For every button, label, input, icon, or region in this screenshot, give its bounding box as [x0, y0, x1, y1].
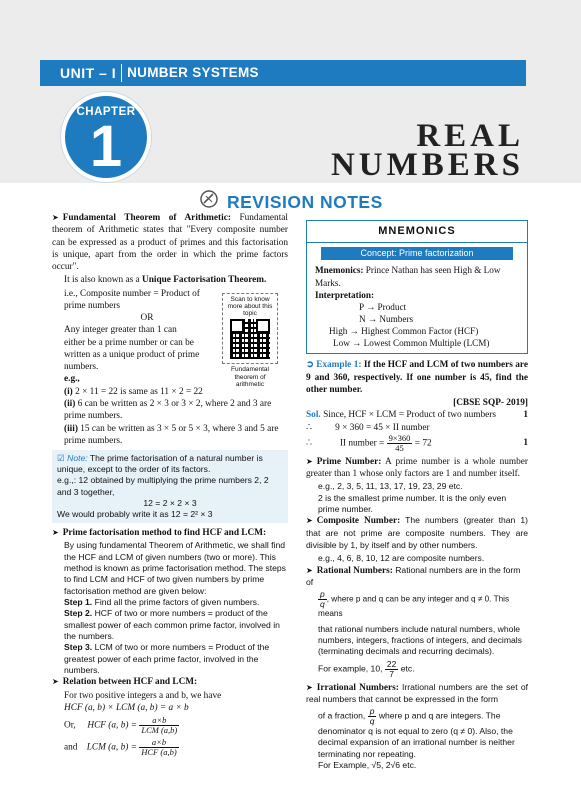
step3-label: Step 3.: [64, 642, 93, 653]
chapter-badge: [61, 92, 151, 182]
step1-label: Step 1.: [64, 597, 93, 608]
pn-text: A prime number is a whole number greater than 1 whose only factors are 1 and number itself.: [306, 456, 529, 480]
cn-title: Composite Number:: [316, 516, 401, 527]
rn-fraction: [318, 590, 327, 609]
lcm-den: HCF (a,b): [141, 747, 177, 758]
ie-line: [52, 288, 230, 374]
irr-num: p: [369, 706, 375, 717]
mnemonic-text: Prince Nathan has seen High & Low Marks.: [315, 265, 501, 288]
mnemonic-label: Mnemonics:: [315, 265, 364, 276]
pn-two: 2 is the smallest prime number. It is the only even prime number.: [318, 492, 507, 515]
example-text: If the HCF and LCM of two numbers are 9 and 360, respectively. If one number is 45, find the other number.: [306, 360, 528, 395]
unit-divider: [121, 64, 122, 82]
sol-line2: [306, 422, 528, 434]
example-iii: [52, 423, 288, 448]
pfm-text: By using fundamental Theorem of Arithmetic, we shall find the HCF and LCM of given numbers (two or more). This method is known as prime factorisation method. The steps to find LCM and HCF of two given numbers by prime factorisation method are given below:: [64, 540, 286, 596]
step2-text: HCF of two or more numbers = product of the smallest power of each common prime factor, involved in the numbers.: [64, 608, 280, 642]
bullet-arrow-icon: ➤: [306, 682, 313, 692]
qr-block: [222, 293, 278, 388]
chapter-title-line2: NUMBERS: [330, 147, 524, 183]
rn-text2: , where p and q can be any integer and q ≠ 0. This means: [318, 594, 510, 618]
right-column: [306, 220, 528, 771]
rational-para: [306, 565, 528, 590]
rn-num: p: [320, 589, 325, 600]
rn-title: Rational Numbers:: [316, 565, 393, 576]
note-label: Note:: [67, 453, 88, 464]
pfm-para: [52, 527, 288, 539]
ex2-text: 6 can be written as 2 × 3 or 3 × 2, where 2 and 3 are prime numbers.: [64, 398, 272, 422]
hcf-den: LCM (a,b): [141, 725, 178, 736]
checkbox-icon: ☑: [57, 453, 65, 464]
ie-line2: prime numbers: [64, 300, 121, 311]
chapter-number: 1: [89, 114, 123, 180]
example-label: Example 1:: [316, 360, 362, 371]
note-text: The prime factorisation of a natural number is unique, except to the order of its factors.: [57, 453, 263, 475]
mnemonics-body: [307, 264, 527, 353]
rn-text3: that rational numbers include natural numbers, whole numbers, integers, fractions of integers, and decimals (terminating decimals and recurring decimals).: [318, 623, 522, 657]
relation-para: [52, 676, 288, 688]
irr-text2: denominator q is not equal to zero (q ≠ 0). Also, the decimal expansion of an irrational number is neither terminating nor repeating.: [318, 725, 515, 759]
step3-text: LCM of two or more numbers = Product of the greatest power of each prime factor, involved in the numbers.: [64, 642, 270, 676]
rn-text: Rational numbers are in the form of: [306, 564, 521, 587]
sol-text2: 9 × 360 = 45 × II number: [335, 422, 430, 433]
lcm-formula: [52, 738, 288, 757]
ex3-text: 15 can be written as 3 × 5 or 5 × 3, where 3 and 5 are prime numbers.: [64, 423, 279, 446]
any-line4: numbers.: [64, 362, 99, 373]
ex1-text: 2 × 11 = 22 is same as 11 × 2 = 22: [75, 386, 203, 397]
mnemonics-title: MNEMONICS: [307, 221, 527, 243]
rational-example: [306, 660, 528, 679]
hcf-num: a×b: [139, 716, 179, 726]
irr-text: Irrational numbers are the set of real numbers that cannot be expressed in the form: [306, 681, 528, 704]
interp-line3: High → Highest Common Factor (HCF): [329, 326, 479, 337]
lcm-num: a×b: [139, 738, 178, 748]
sol-line1: [306, 409, 528, 421]
irr-example: For Example, √5, 2√6 etc.: [318, 760, 417, 770]
rn-ex-den: 7: [389, 668, 394, 679]
step-3: [52, 642, 288, 676]
ex3-label: (iii): [64, 423, 78, 434]
step-2: [52, 608, 288, 642]
chapter-title-line1: REAL: [416, 118, 524, 154]
cn-eg: e.g., 4, 6, 8, 10, 12 are composite numbers.: [318, 553, 485, 564]
or-label-2: Or,: [64, 720, 76, 731]
relation-title: Relation between HCF and LCM:: [62, 677, 198, 688]
irr-of: of a fraction,: [318, 710, 366, 721]
any-line2: either be a prime number or can be: [64, 337, 194, 348]
note-last: We would probably write it as 12 = 2² × 3: [57, 508, 213, 519]
ex1-label: (i): [64, 386, 73, 397]
sol-num: 9×360: [388, 432, 411, 443]
rn-den: q: [320, 598, 325, 609]
interp-line4: Low → Lowest Common Multiple (LCM): [333, 338, 490, 349]
sol-fraction: [387, 434, 413, 453]
qr-frame: [222, 293, 278, 364]
rn-etc: etc.: [400, 663, 415, 674]
example-1: [306, 359, 528, 396]
mark-1: 1: [523, 410, 528, 421]
example-ii: [52, 398, 288, 423]
bullet-arrow-icon: ➤: [306, 516, 313, 526]
bullet-arrow-icon: ➤: [52, 528, 59, 538]
therefore-sym-2: ∴: [306, 438, 312, 449]
rn-ex-fraction: [385, 660, 398, 679]
ufa-bold: Unique Factorisation Theorem.: [141, 275, 267, 286]
sol-lhs: II number =: [339, 438, 385, 449]
example-source: [CBSE SQP- 2019]: [453, 398, 528, 409]
interp-line1: P → Product: [359, 301, 407, 312]
note-eq: 12 = 2 × 2 × 3: [143, 497, 197, 508]
any-line3: written as a unique product of prime: [64, 349, 200, 360]
and-label: and: [64, 742, 78, 753]
mnemonics-box: [306, 220, 528, 354]
unit-bar: [40, 60, 526, 86]
irr-den: q: [369, 716, 375, 727]
therefore-sym: ∴: [306, 422, 312, 433]
pfm-title: Prime factorisation method to find HCF and LCM:: [62, 528, 267, 539]
sol-text1: Since, HCF × LCM = Product of two numbers: [323, 410, 496, 421]
ie-line1: i.e., Composite number = Product of: [64, 288, 200, 299]
ufa-prefix: It is also known as a: [64, 275, 142, 286]
relation-text: For two positive integers a and b, we have: [64, 690, 222, 701]
bullet-arrow-icon: ➤: [52, 213, 59, 222]
mnemonics-concept: Concept: Prime factorization: [321, 247, 513, 261]
ufa-line: [52, 274, 288, 286]
ftoa-text: Fundamental theorem of Arithmetic states that "Every composite number can be expressed as a product of primes and this factorisation is unique, apart from the order in which the prime factors occur".: [52, 213, 288, 273]
section-heading: [200, 190, 383, 214]
relation-eq: HCF (a, b) × LCM (a, b) = a × b: [64, 703, 189, 713]
rn-example: For example, 10,: [318, 663, 383, 674]
bullet-arrow-icon: ➤: [306, 456, 313, 466]
bullet-arrow-icon: ➤: [306, 565, 313, 575]
lcm-fraction: [139, 738, 178, 757]
rational-form: [306, 590, 528, 620]
sol-rhs: = 72: [414, 438, 432, 449]
step-1: [52, 597, 288, 608]
irr-where: where p and q are integers. The: [378, 710, 501, 721]
step2-label: Step 2.: [64, 608, 93, 619]
qr-caption: Scan to know more about this topic: [227, 296, 273, 318]
hcf-lhs: HCF (a, b) =: [87, 720, 138, 731]
qr-label: Fundamental theorem of arithmetic: [231, 366, 269, 388]
irr-title: Irrational Numbers:: [316, 682, 399, 693]
note-eg: e.g.,: 12 obtained by multiplying the prime numbers 2, 2 and 3 together,: [57, 475, 269, 497]
interp-label: Interpretation:: [315, 289, 375, 300]
irrational-form: [306, 707, 528, 726]
unit-name: NUMBER SYSTEMS: [127, 65, 259, 81]
prime-number-para: [306, 456, 528, 481]
cn-text: The numbers (greater than 1) that are not prime are composite numbers. They are divisible by 1, by itself and by other numbers.: [306, 515, 528, 550]
qr-code-icon[interactable]: [230, 319, 270, 359]
sol-line3: [306, 434, 528, 453]
composite-para: [306, 515, 528, 552]
rn-ex-num: 22: [386, 658, 397, 669]
hcf-fraction: [139, 716, 179, 735]
ftoa-para: [52, 212, 288, 273]
sol-label: Sol.: [306, 410, 321, 421]
or-label: OR: [140, 313, 154, 324]
example-bullet-icon: ➲: [306, 360, 314, 371]
pn-title: Prime Number:: [316, 456, 382, 467]
chapter-label: CHAPTER: [76, 106, 136, 118]
notes-icon: [200, 190, 218, 214]
irrational-para: [306, 682, 528, 707]
lcm-lhs: LCM (a, b) =: [86, 742, 137, 753]
pn-eg: e.g., 2, 3, 5, 11, 13, 17, 19, 23, 29 etc.: [318, 481, 463, 492]
unit-label: UNIT – I: [60, 64, 117, 81]
bullet-arrow-icon: ➤: [52, 677, 59, 687]
ex2-label: (ii): [64, 398, 76, 409]
eg-label: e.g.,: [64, 374, 80, 385]
step1-text: Find all the prime factors of given numbers.: [94, 597, 260, 608]
interp-line2: N → Numbers: [359, 313, 414, 324]
note-box: [52, 450, 288, 523]
mark-2: 1: [523, 438, 528, 449]
hcf-formula: [52, 716, 288, 735]
irr-fraction: [368, 707, 377, 726]
sol-den: 45: [395, 442, 404, 453]
any-line1: Any integer greater than 1 can: [64, 325, 177, 336]
ftoa-title: Fundamental Theorem of Arithmetic:: [62, 213, 231, 223]
section-title: REVISION NOTES: [227, 191, 383, 212]
